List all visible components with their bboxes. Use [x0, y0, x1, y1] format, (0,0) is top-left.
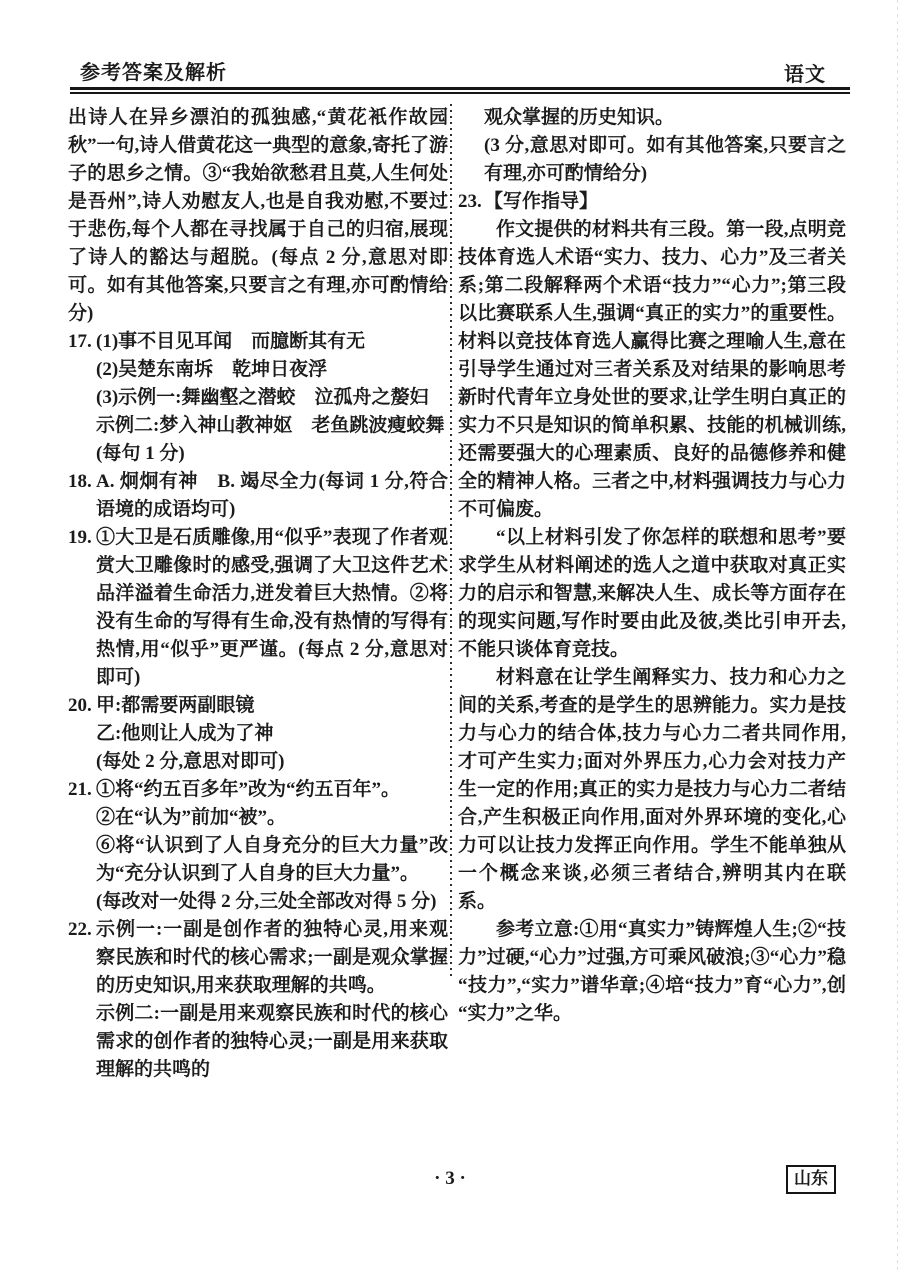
answer-line: (每句 1 分)	[96, 443, 185, 464]
answer-line: 示例二:一副是用来观察民族和时代的核心需求的创作者的独特心灵;一副是用来获取理解的共鸣的	[96, 1003, 448, 1080]
item-23-number: 23.	[458, 191, 482, 212]
item-23-body	[484, 188, 846, 216]
right-column	[458, 104, 846, 1028]
writing-guide-paragraph-2: “以上材料引发了你怎样的联想和思考”要求学生从材料阐述的选人之道中获取对真正实力的启示和智慧,来解决人生、成长等方面存在的现实问题,写作时要由此及彼,类比引申开去,不能只谈体育竞技。	[458, 527, 846, 660]
answer-line: ②在“认为”前加“被”。	[96, 807, 287, 828]
answer-line: A. 炯炯有神 B. 竭尽全力(每词 1 分,符合语境的成语均可)	[96, 471, 448, 520]
answer-line: (3)示例一:舞幽壑之潜蛟 泣孤舟之嫠妇	[96, 387, 429, 408]
page-number: · 3 ·	[434, 1168, 466, 1189]
item-22-number: 22.	[68, 919, 92, 940]
page-title: 参考答案及解析	[80, 62, 227, 84]
item-21-number: 21.	[68, 779, 92, 800]
writing-guide-paragraph-4: 参考立意:①用“真实力”铸辉煌人生;②“技力”过硬,“心力”过强,方可乘风破浪;③“心力”稳“技力”,“实力”谱华章;④培“技力”育“心力”,创“实力”之华。	[458, 919, 846, 1024]
answer-line: ⑥将“认识到了人自身充分的巨大力量”改为“充分认识到了人自身的巨大力量”。	[96, 835, 448, 884]
answer-line: 甲:都需要两副眼镜	[96, 695, 255, 716]
answer-line: (每改对一处得 2 分,三处全部改对得 5 分)	[96, 891, 437, 912]
answer-line: (每处 2 分,意思对即可)	[96, 751, 285, 772]
answer-item-22	[68, 916, 448, 1084]
region-label-badge: 山东	[786, 1165, 836, 1194]
item-18-number: 18.	[68, 471, 92, 492]
answer-item-17	[68, 328, 448, 468]
answer-item-21	[68, 776, 448, 916]
left-column	[68, 104, 448, 1084]
writing-guide-paragraph-3: 材料意在让学生阐释实力、技力和心力之间的关系,考查的是学生的思辨能力。实力是技力与心力的结合体,技力与心力二者共同作用,才可产生实力;面对外界压力,心力会对技力产生一定的作用;真正的实力是技力与心力二者结合,产生积极正向作用,面对外界环境的变化,心力可以让技力发挥正向作用。学生不能单独从一个概念来谈,必须三者结合,辨明其内在联系。	[458, 667, 846, 912]
item-20-number: 20.	[68, 695, 92, 716]
answer-22-score-note: (3 分,意思对即可。如有其他答案,只要言之有理,亦可酌情给分)	[484, 135, 846, 184]
item-18-body	[96, 468, 448, 524]
subject-label: 语文	[784, 64, 826, 86]
item-17-body	[96, 328, 448, 468]
item-22-body	[96, 916, 448, 1084]
answer-item-20	[68, 692, 448, 776]
scan-edge-artifact	[897, 0, 898, 1272]
answer-item-19	[68, 524, 448, 692]
item-21-body	[96, 776, 448, 916]
answer-item-18	[68, 468, 448, 524]
writing-guide-title: 【写作指导】	[484, 191, 599, 212]
item-19-number: 19.	[68, 527, 92, 548]
answer-line: 乙:他则让人成为了神	[96, 723, 274, 744]
answer-line: ①将“约五百多年”改为“约五百年”。	[96, 779, 401, 800]
answer-line: (2)吴楚东南坼 乾坤日夜浮	[96, 359, 328, 380]
header-double-rule	[70, 87, 850, 94]
item-17-number: 17.	[68, 331, 92, 352]
item-20-body	[96, 692, 448, 776]
answer-line: 示例一:一副是创作者的独特心灵,用来观察民族和时代的核心需求;一副是观众掌握的历史知识,用来获取理解的共鸣。	[96, 919, 448, 996]
answer-line: ①大卫是石质雕像,用“似乎”表现了作者观赏大卫雕像时的感受,强调了大卫这件艺术品洋溢着生命活力,迸发着巨大热情。②将没有生命的写得有生命,没有热情的写得有热情,用“似乎”更严谨。(每点 2 分,意思对即可)	[96, 527, 448, 688]
answer-item-23	[458, 188, 846, 216]
answer-line: 示例二:梦入神山教神妪 老鱼跳波瘦蛟舞	[96, 415, 445, 436]
answer-line: (1)事不目见耳闻 而臆断其有无	[96, 331, 366, 352]
item-19-body	[96, 524, 448, 692]
answer-22-continuation: 观众掌握的历史知识。	[484, 107, 675, 128]
answer-16-continuation: 出诗人在异乡漂泊的孤独感,“黄花衹作故园秋”一句,诗人借黄花这一典型的意象,寄托了游子的思乡之情。③“我始欲愁君且莫,人生何处是吾州”,诗人劝慰友人,也是自我劝慰,不要过于悲伤,每个人都在寻找属于自己的归宿,展现了诗人的豁达与超脱。(每点 2 分,意思对即可。如有其他答案,只要言之有理,亦可酌情给分)	[68, 107, 449, 324]
writing-guide-paragraph-1: 作文提供的材料共有三段。第一段,点明竞技体育选人术语“实力、技力、心力”及三者关系;第二段解释两个术语“技力”“心力”;第三段以比赛联系人生,强调“真正的实力”的重要性。材料以竞技体育选人赢得比赛之理喻人生,意在引导学生通过对三者关系及对结果的影响思考新时代青年立身处世的要求,让学生明白真正的实力不只是知识的简单积累、技能的机械训练,还需要强大的心理素质、良好的品德修养和健全的精神人格。三者之中,材料强调技力与心力不可偏废。	[458, 219, 846, 520]
column-divider	[450, 104, 452, 978]
